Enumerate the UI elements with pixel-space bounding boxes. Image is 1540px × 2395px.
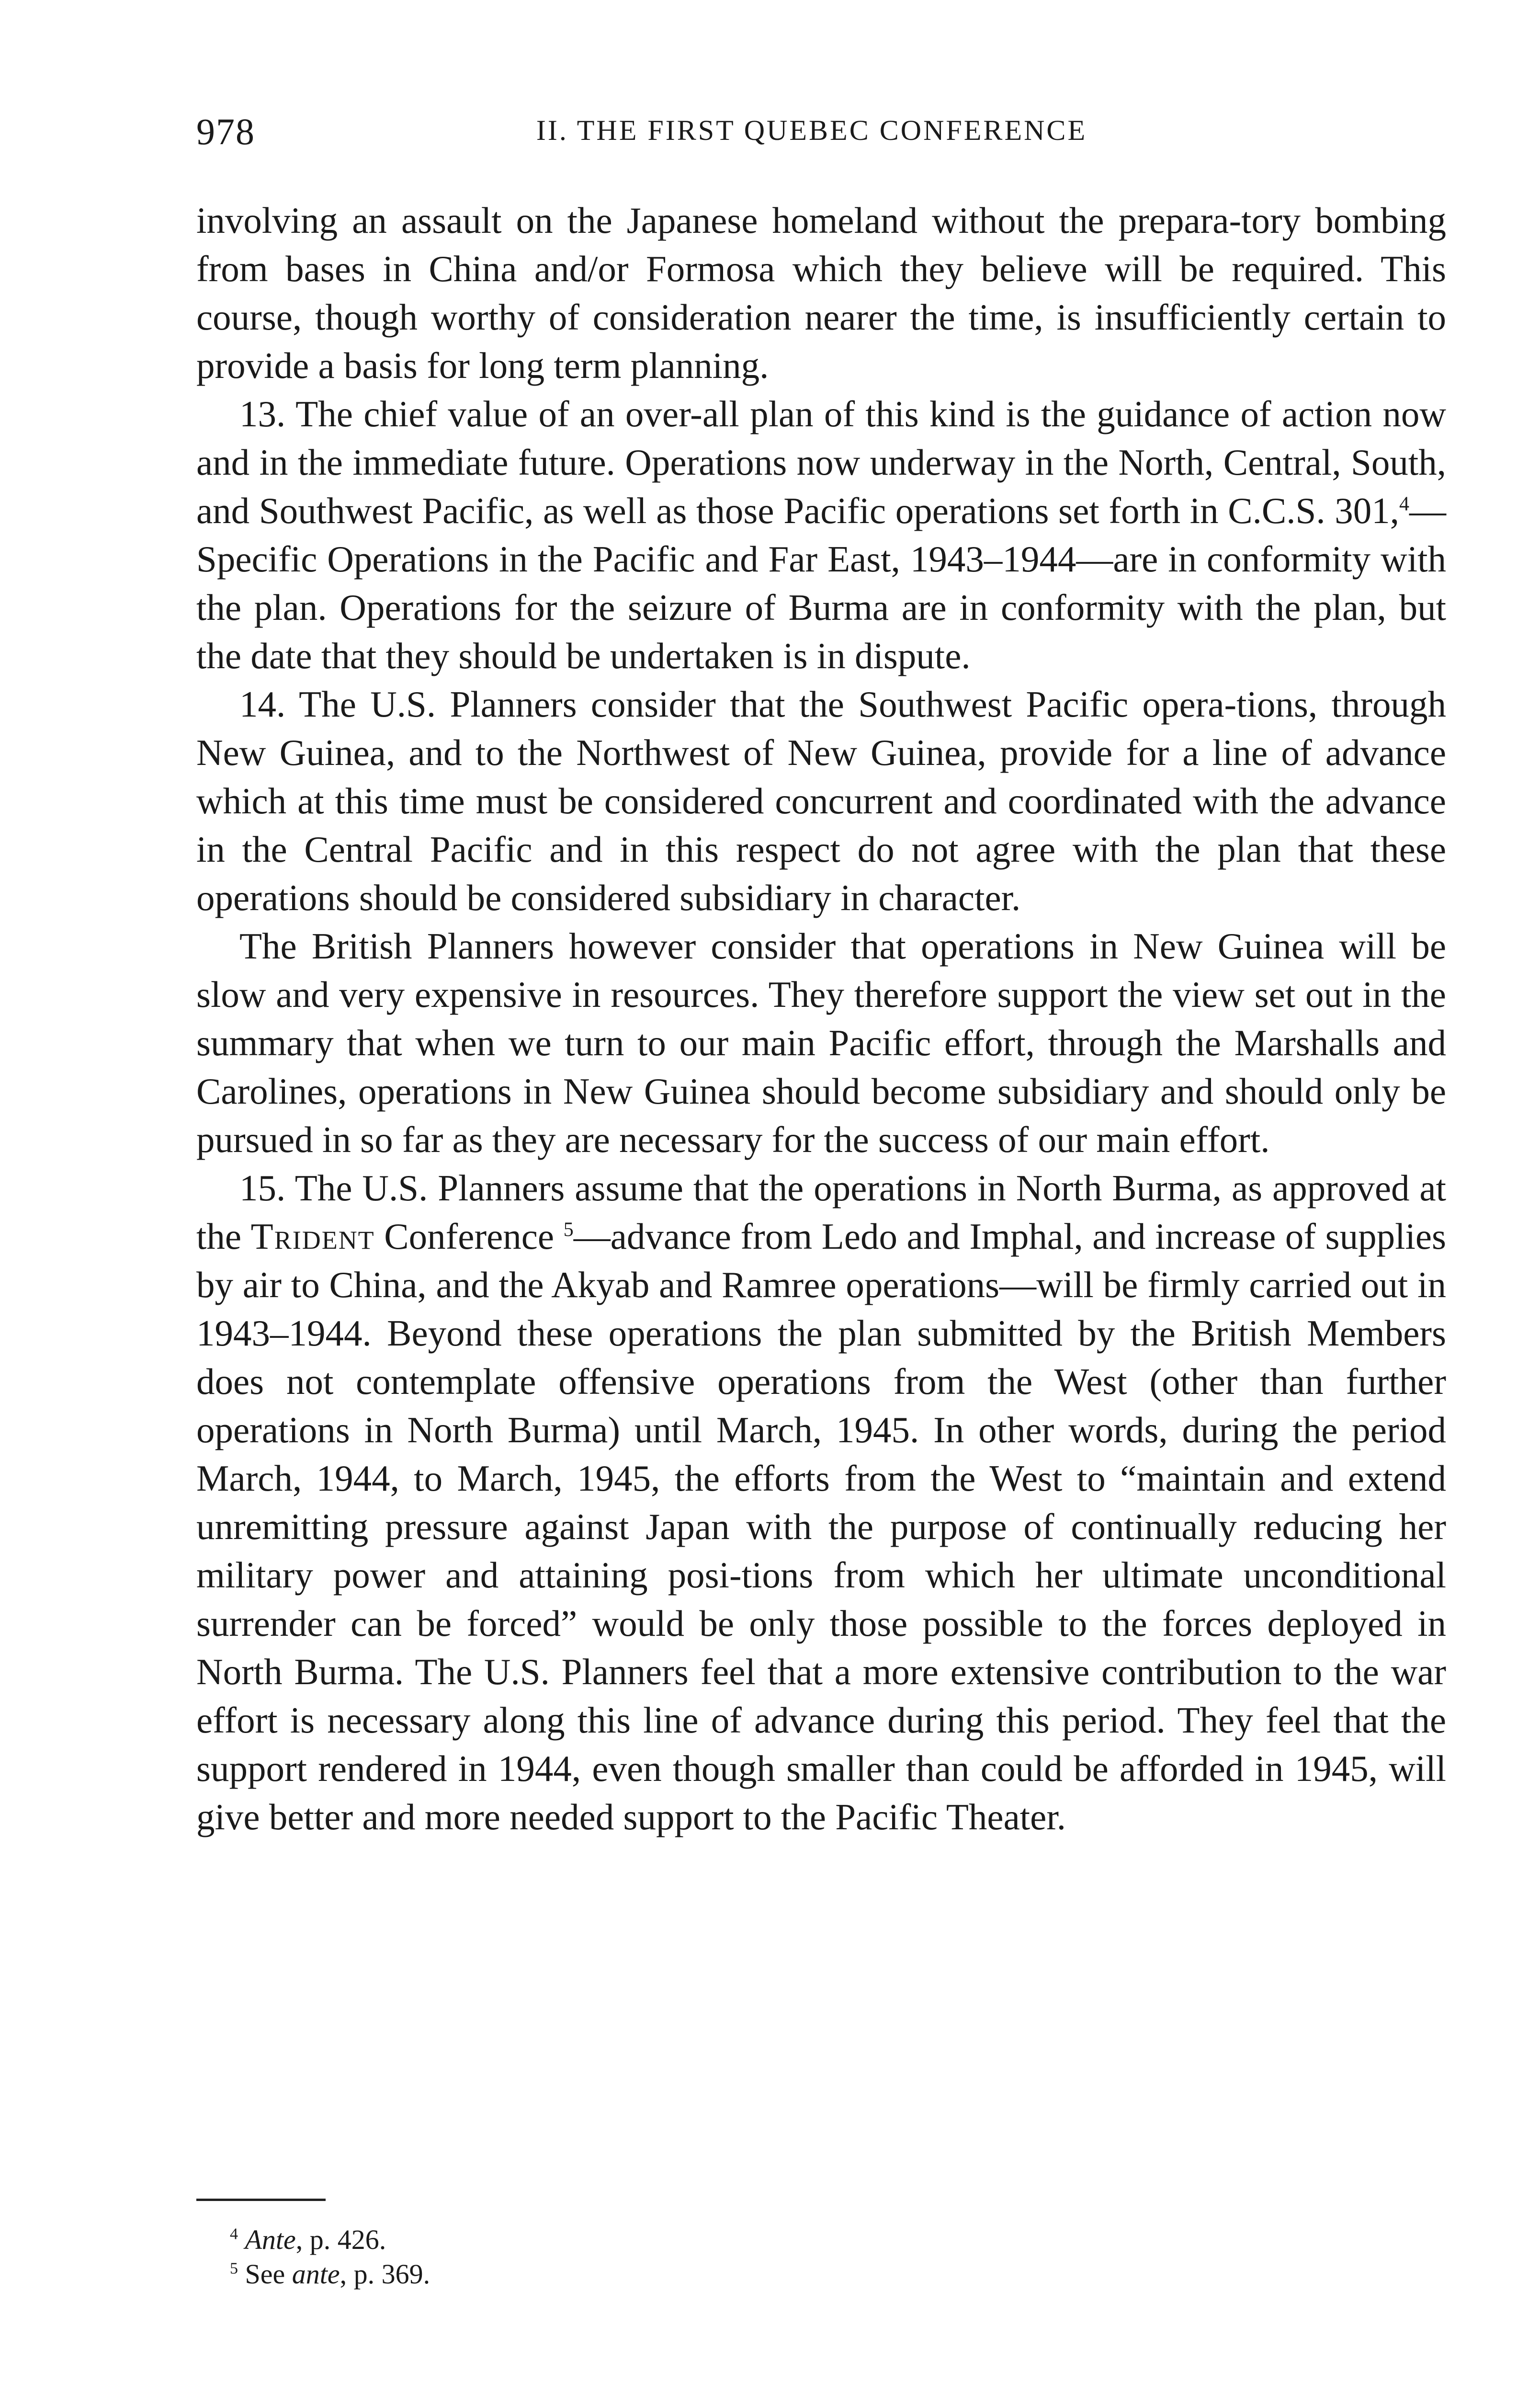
- footnote-italic: ante: [292, 2258, 340, 2290]
- paragraph-14: 14. The U.S. Planners consider that the Southwest Pacific opera-tions, through New Guinea, and to the Northwest of New Guinea, provide for a line of advance which at this time must be considered concurrent and coordinated with the advance in the Central Pacific and in this respect do not agree with the plan that these operations should be considered subsidiary in character.: [196, 684, 1446, 918]
- paragraph-15-text-mid: Conference: [374, 1216, 564, 1257]
- paragraph-14-british: The British Planners however consider that operations in New Guinea will be slow and very expensive in resources. They therefore support the view set out in the summary that when we turn to our main Pacific effort, through the Marshalls and Carolines, operations in New Guinea should become subsidiary and should only be pursued in so far as they are necessary for the success of our main effort.: [196, 925, 1446, 1160]
- footnote-text: , p. 426.: [295, 2224, 386, 2255]
- trident-name: Trident: [250, 1216, 375, 1257]
- footnote-divider: [196, 2199, 326, 2201]
- running-title: II. THE FIRST QUEBEC CONFERENCE: [536, 114, 1087, 146]
- paragraph-15-text-a: 15. The U.S. Planners assume that the operations in North Burma, as approved at the: [196, 1167, 1446, 1257]
- paragraph-continuation: involving an assault on the Japanese homeland without the prepara-tory bombing from bases in China and/or Formosa which they believe will be required. This course, though worthy of consideration nearer the time, is insufficiently certain to provide a basis for long term planning.: [196, 200, 1446, 386]
- footnote-ref-4: 4: [1399, 493, 1409, 515]
- paragraph-15-text-b: —advance from Ledo and Imphal, and increase of supplies by air to China, and the Akyab and Ramree operations—will be firmly carried out in 1943–1944. Beyond these operations the plan submitted by the British Members does not contemplate offensive operations from the West (other than further operations in North Burma) until March, 1945. In other words, during the period March, 1944, to March, 1945, the efforts from the West to “maintain and extend unremitting pressure against Japan with the purpose of continually reducing her military power and attaining posi-tions from which her ultimate unconditional surrender can be forced” would be only those possible to the forces deployed in North Burma. The U.S. Planners feel that a more extensive contribution to the war effort is necessary along this line of advance during this period. They feel that the support rendered in 1944, even though smaller than could be afforded in 1945, will give better and more needed support to the Pacific Theater.: [196, 1216, 1446, 1837]
- footnote-text: , p. 369.: [340, 2258, 430, 2290]
- footnote-number: 4: [230, 2225, 238, 2243]
- paragraph-13: [196, 390, 1446, 680]
- footnote-italic: Ante: [245, 2224, 296, 2255]
- footnote-text: See: [245, 2258, 292, 2290]
- paragraph-13-text-a: 13. The chief value of an over-all plan of this kind is the guidance of action now and in the immediate future. Operations now underway in the North, Central, South, and Southwest Pacific, as well as those Pacific operations set forth in C.C.S. 301,: [196, 393, 1446, 531]
- footnote-number: 5: [230, 2259, 238, 2278]
- page-number: 978: [196, 111, 255, 152]
- footnote-5: [230, 2257, 1379, 2292]
- paragraph-15: [196, 1164, 1446, 1841]
- running-header: [196, 110, 1441, 153]
- footnotes: [230, 2223, 1379, 2292]
- footnote-4: [230, 2223, 1379, 2257]
- paragraph-13-text-b: —Specific Operations in the Pacific and Far East, 1943–1944—are in conformity with the plan. Operations for the seizure of Burma are in conformity with the plan, but the date that they should be undertaken is in dispute.: [196, 490, 1446, 676]
- footnote-ref-5: 5: [563, 1219, 574, 1241]
- body-text: [196, 196, 1446, 1841]
